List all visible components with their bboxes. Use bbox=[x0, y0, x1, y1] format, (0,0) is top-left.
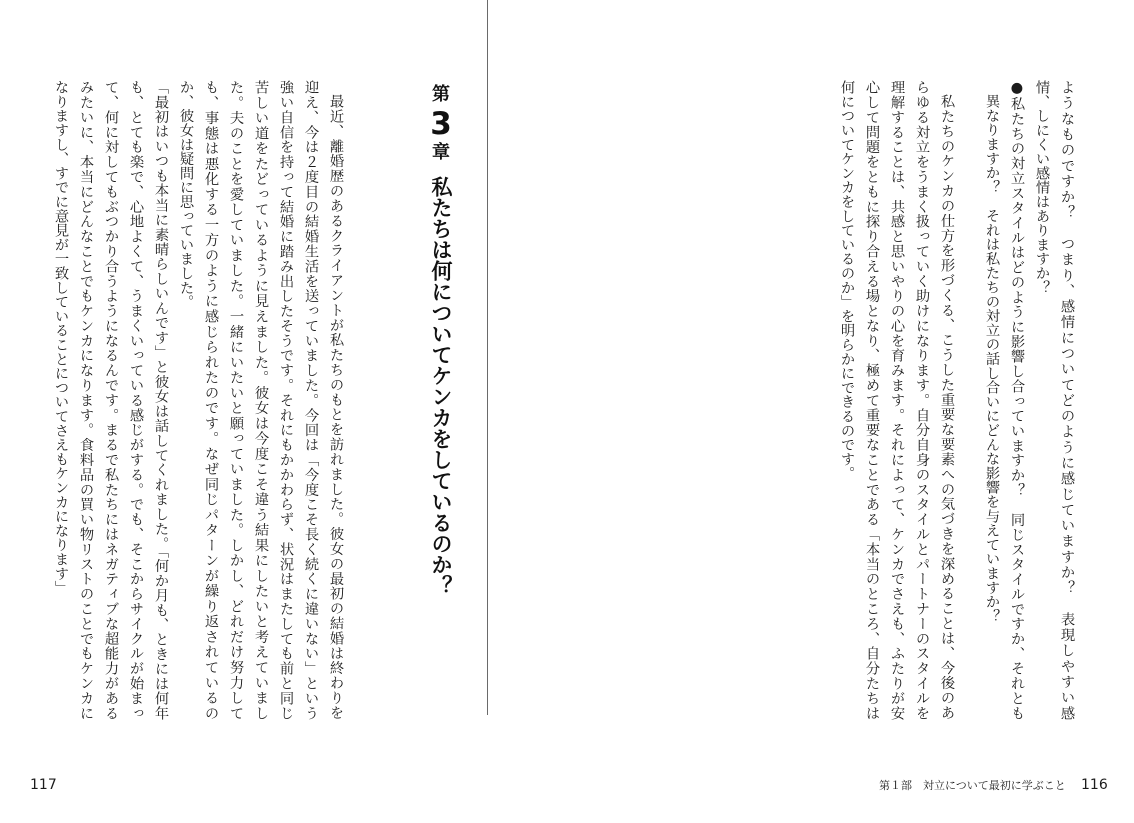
chapter-prefix: 第 bbox=[432, 84, 450, 105]
text-line: 理解することは、共感と思いやりの心を育みます。それによって、ケンカでさえも、ふたりが安 bbox=[889, 80, 905, 720]
text-line: 苦しい道をたどっているように見えました。彼女は今度こそ違う結果にしたいと考えていまし bbox=[253, 80, 269, 720]
chapter-suffix: 章 bbox=[432, 142, 450, 163]
text-line: 迎え、今は２度目の結婚生活を送っていました。今回は「今度こそ長く続くに違いない」という bbox=[303, 80, 319, 720]
text-line: 心して問題をともに探り合える場となり、極めて重要なことである「本当のところ、自分たちは bbox=[864, 80, 880, 720]
text-line: も、事態は悪化する一方のように感じられたのです。なぜ同じパターンが繰り返されているの bbox=[203, 80, 219, 720]
bullet-item bbox=[979, 80, 1029, 720]
text-line: 強い自信を持って結婚に踏み出したそうです。それにもかかわらず、状況はまたしても前と同じ bbox=[278, 80, 294, 720]
text-line: 異なりますか？ それは私たちの対立の話し合いにどんな影響を与えていますか？ bbox=[984, 94, 1000, 624]
page-number-right: 116 bbox=[1081, 777, 1108, 793]
text-line: か、彼女は疑問に思っていました。 bbox=[178, 80, 194, 309]
text-line: ●私たちの対立スタイルはどのように影響し合っていますか？ 同じスタイルですか、それとも bbox=[1009, 80, 1025, 720]
chapter-title: 私たちは何についてケンカをしているのか？ bbox=[429, 176, 453, 596]
text-line: 「最初はいつも本当に素晴らしいんです」と彼女は話してくれました。「何か月も、ときには何年 bbox=[153, 80, 169, 720]
chapter-number: 3 bbox=[430, 106, 452, 142]
text-line: らゆる対立をうまく扱っていく助けになります。自分自身のスタイルとパートナーのスタイルを bbox=[914, 80, 930, 720]
text-line: た。夫のことを愛していました。一緒にいたいと願っていました。しかし、どれだけ努力して bbox=[228, 80, 244, 720]
running-head: 第１部 対立について最初に学ぶこと bbox=[879, 779, 1066, 792]
paragraph bbox=[173, 80, 348, 720]
paragraph bbox=[48, 80, 173, 720]
paragraph bbox=[834, 80, 959, 720]
left-page-body bbox=[48, 80, 348, 720]
text-line: 情、しにくい感情はありますか？ bbox=[1034, 80, 1050, 295]
text-line: 私たちのケンカの仕方を形づくる、こうした重要な要素への気づきを深めることは、今後のあ bbox=[939, 94, 955, 720]
text-line: 何についてケンカをしているのか」を明らかにできるのです。 bbox=[839, 80, 855, 481]
text-line: 最近、離婚歴のあるクライアントが私たちのもとを訪れました。彼女の最初の結婚は終わりを bbox=[328, 94, 344, 720]
text-line: も、とても楽で、心地よくて、うまくいっている感じがする。でも、そこからサイクルが始まっ bbox=[128, 80, 144, 720]
chapter-number-label bbox=[424, 84, 458, 164]
page-number-left: 117 bbox=[30, 777, 57, 793]
text-line: て、何に対してもぶつかり合うようになるんです。まるで私たちにはネガティブな超能力がある bbox=[103, 80, 119, 720]
text-line: ようなものですか？ つまり、感情についてどのように感じていますか？ 表現しやすい感 bbox=[1059, 80, 1075, 720]
gutter-divider bbox=[487, 0, 488, 715]
text-line: みたいに、本当にどんなことでもケンカになります。食料品の買い物リストのことでもケンカに bbox=[78, 80, 94, 720]
text-line: なりますし、すでに意見が一致していることについてさえもケンカになります」 bbox=[53, 80, 69, 595]
right-page-body bbox=[834, 80, 1079, 720]
paragraph bbox=[1029, 80, 1079, 720]
